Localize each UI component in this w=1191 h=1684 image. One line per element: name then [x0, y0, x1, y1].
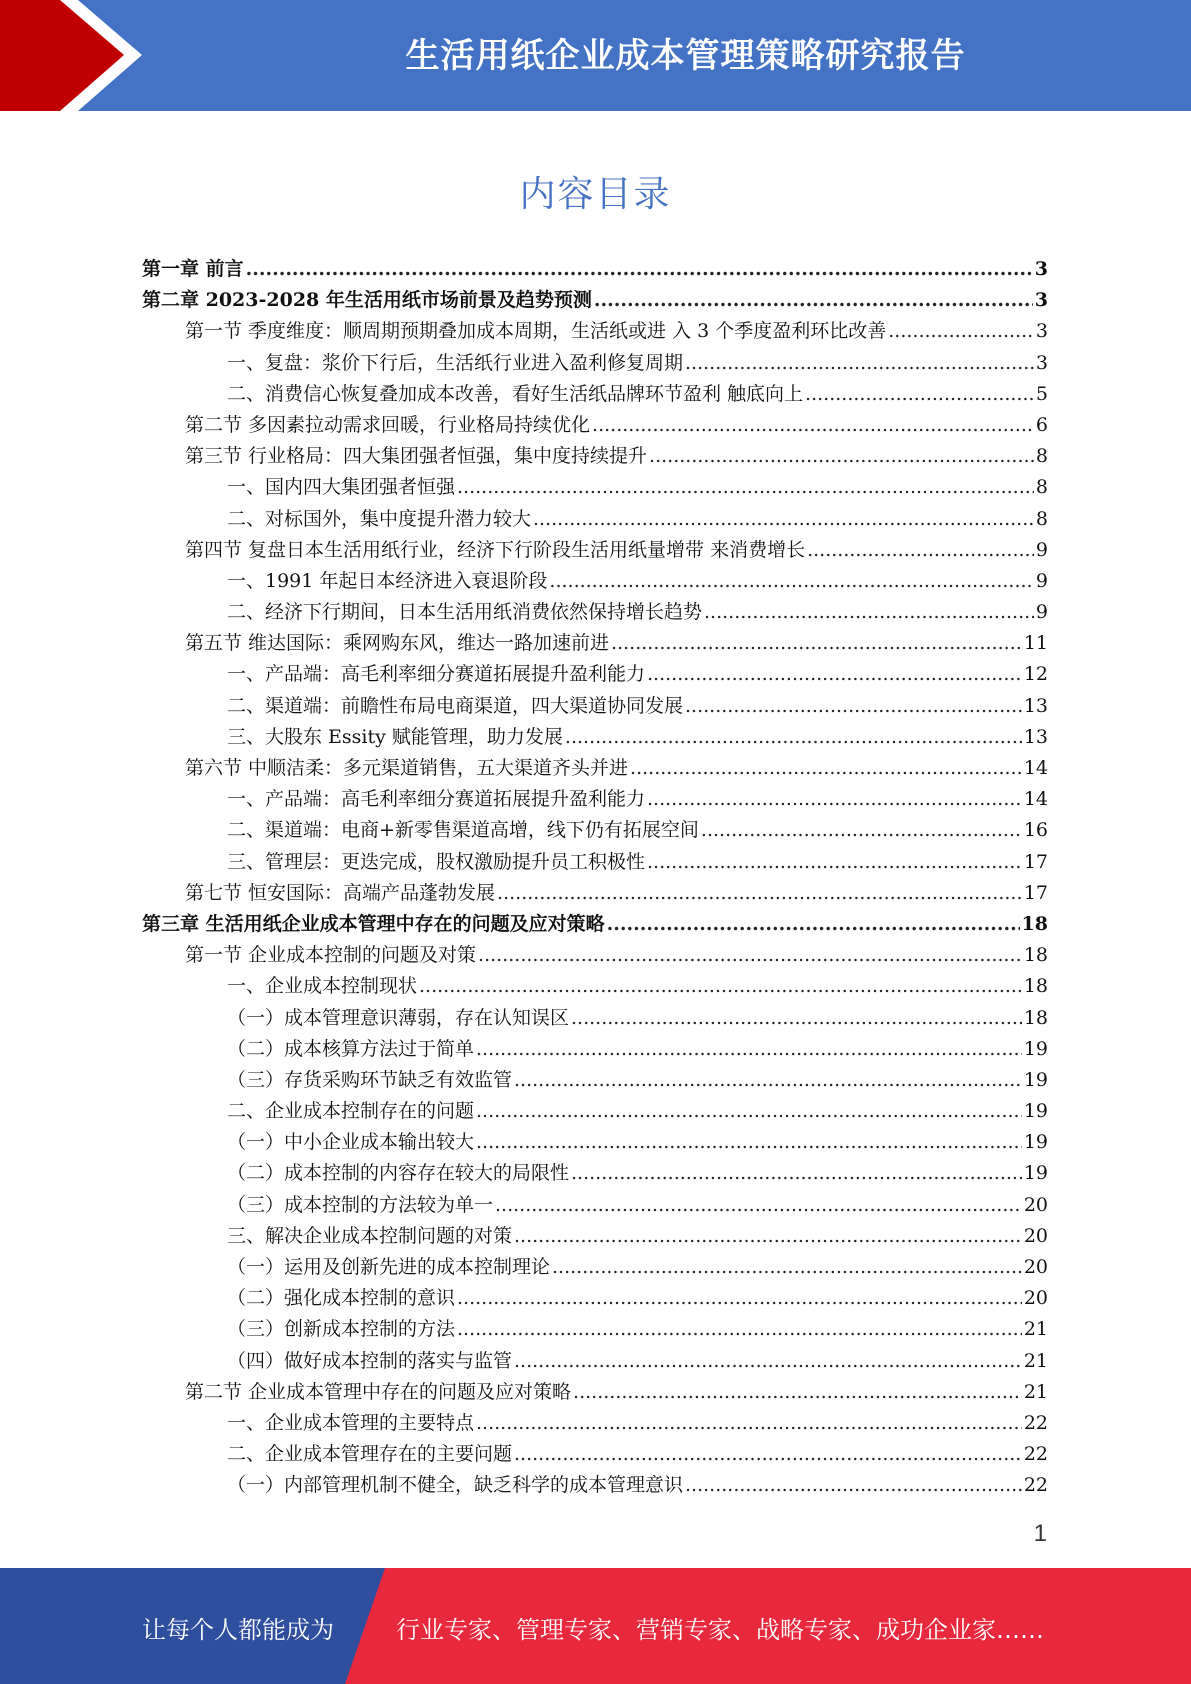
toc-dot-leader — [549, 566, 1034, 597]
toc-entry[interactable] — [142, 285, 1048, 316]
toc-entry[interactable] — [142, 691, 1048, 722]
toc-entry-title: 第一节 季度维度：顺周期预期叠加成本周期，生活纸或进 入 3 个季度盈利环比改善 — [185, 320, 887, 343]
toc-dot-leader — [514, 1221, 1022, 1252]
toc-entry-title: （一）中小企业成本输出较大 — [227, 1131, 475, 1154]
toc-entry[interactable] — [142, 597, 1048, 628]
toc-entry-title: （三）成本控制的方法较为单一 — [227, 1193, 494, 1216]
toc-dot-leader — [457, 472, 1034, 503]
toc-dot-leader — [571, 1003, 1022, 1034]
toc-dot-leader — [701, 815, 1022, 846]
toc-entry-title: 第二节 企业成本管理中存在的问题及应对策略 — [185, 1380, 572, 1403]
toc-entry-title: 二、企业成本控制存在的问题 — [227, 1100, 475, 1123]
toc-entry[interactable] — [142, 254, 1048, 285]
toc-dot-leader — [573, 1377, 1022, 1408]
toc-entry[interactable] — [142, 316, 1048, 347]
toc-entry-page: 17 — [1023, 881, 1048, 904]
toc-dot-leader — [685, 691, 1022, 722]
toc-entry-title: 一、国内四大集团强者恒强 — [227, 476, 456, 499]
toc-entry-title: 第二章 2023-2028 年生活用纸市场前景及趋势预测 — [142, 289, 592, 312]
toc-dot-leader — [246, 254, 1033, 285]
toc-entry[interactable] — [142, 1158, 1048, 1189]
toc-entry-page: 22 — [1023, 1443, 1048, 1466]
toc-entry[interactable] — [142, 784, 1048, 815]
toc-entry-title: 第二节 多因素拉动需求回暖，行业格局持续优化 — [185, 413, 591, 436]
toc-dot-leader — [457, 1283, 1022, 1314]
toc-dot-leader — [685, 1470, 1022, 1501]
toc-entry[interactable] — [142, 410, 1048, 441]
toc-entry-page: 8 — [1035, 445, 1048, 468]
toc-dot-leader — [476, 1096, 1022, 1127]
toc-entry[interactable] — [142, 971, 1048, 1002]
toc-entry[interactable] — [142, 566, 1048, 597]
toc-dot-leader — [552, 1252, 1022, 1283]
toc-entry[interactable] — [142, 878, 1048, 909]
toc-dot-leader — [514, 1439, 1022, 1470]
toc-entry-page: 18 — [1023, 1006, 1048, 1029]
toc-entry-page: 19 — [1023, 1162, 1048, 1185]
toc-entry[interactable] — [142, 1439, 1048, 1470]
toc-entry-page: 13 — [1023, 694, 1048, 717]
toc-dot-leader — [476, 1408, 1022, 1439]
toc-dot-leader — [565, 722, 1022, 753]
toc-entry-title: 二、对标国外，集中度提升潜力较大 — [227, 507, 532, 530]
toc-dot-leader — [514, 1065, 1022, 1096]
toc-entry-page: 19 — [1023, 1100, 1048, 1123]
toc-entry-title: 一、产品端：高毛利率细分赛道拓展提升盈利能力 — [227, 663, 646, 686]
toc-entry[interactable] — [142, 659, 1048, 690]
toc-entry-page: 13 — [1023, 725, 1048, 748]
toc-entry-title: 二、渠道端：前瞻性布局电商渠道，四大渠道协同发展 — [227, 694, 684, 717]
toc-entry-title: 第六节 中顺洁柔：多元渠道销售，五大渠道齐头并进 — [185, 757, 629, 779]
toc-entry-title: 三、解决企业成本控制问题的对策 — [227, 1224, 513, 1247]
toc-dot-leader — [495, 1190, 1022, 1221]
toc-entry-page: 16 — [1023, 819, 1048, 842]
toc-dot-leader — [805, 379, 1034, 410]
toc-entry-title: （二）成本核算方法过于简单 — [227, 1037, 475, 1060]
toc-entry-title: （三）创新成本控制的方法 — [227, 1318, 456, 1341]
toc-entry[interactable] — [142, 472, 1048, 503]
toc-entry[interactable] — [142, 722, 1048, 753]
toc-dot-leader — [888, 316, 1034, 347]
toc-entry[interactable] — [142, 815, 1048, 846]
toc-entry-page: 6 — [1035, 413, 1048, 436]
toc-entry-page: 3 — [1034, 258, 1048, 280]
toc-entry-page: 21 — [1023, 1349, 1048, 1372]
toc-entry[interactable] — [142, 1034, 1048, 1065]
toc-entry-page: 3 — [1035, 351, 1048, 374]
toc-entry-title: 一、企业成本管理的主要特点 — [227, 1411, 475, 1434]
toc-entry[interactable] — [142, 1408, 1048, 1439]
toc-dot-leader — [647, 847, 1022, 878]
toc-entry-page: 20 — [1023, 1256, 1048, 1278]
toc-dot-leader — [607, 909, 1020, 940]
toc-dot-leader — [476, 1127, 1022, 1158]
toc-dot-leader — [478, 940, 1022, 971]
toc-entry[interactable] — [142, 1252, 1048, 1283]
table-of-contents — [142, 254, 1048, 1502]
toc-entry-title: 一、产品端：高毛利率细分赛道拓展提升盈利能力 — [227, 788, 646, 811]
toc-entry[interactable] — [142, 753, 1048, 784]
toc-entry[interactable] — [142, 348, 1048, 379]
toc-entry-page: 9 — [1035, 601, 1048, 624]
toc-entry-title: （四）做好成本控制的落实与监管 — [227, 1349, 513, 1372]
toc-dot-leader — [685, 348, 1034, 379]
toc-entry-page: 9 — [1035, 538, 1048, 561]
toc-entry-title: （一）运用及创新先进的成本控制理论 — [227, 1256, 551, 1278]
page-footer — [0, 1568, 1191, 1684]
toc-entry-title: 二、企业成本管理存在的主要问题 — [227, 1443, 513, 1466]
toc-dot-leader — [807, 535, 1034, 566]
toc-entry-title: （一）成本管理意识薄弱，存在认知误区 — [227, 1006, 570, 1029]
footer-slogan-left: 让每个人都能成为 — [142, 1616, 334, 1644]
toc-entry-title: （二）强化成本控制的意识 — [227, 1287, 456, 1310]
toc-entry[interactable] — [142, 1314, 1048, 1345]
toc-entry[interactable] — [142, 441, 1048, 472]
toc-dot-leader — [649, 441, 1034, 472]
toc-entry-page: 21 — [1023, 1318, 1048, 1341]
toc-entry-title: 第三章 生活用纸企业成本管理中存在的问题及应对策略 — [142, 912, 605, 935]
toc-dot-leader — [647, 784, 1022, 815]
toc-dot-leader — [419, 971, 1022, 1002]
toc-entry-page: 19 — [1023, 1068, 1048, 1091]
toc-entry-title: 第三节 行业格局：四大集团强者恒强，集中度持续提升 — [185, 445, 648, 468]
toc-entry[interactable] — [142, 504, 1048, 535]
page-header — [0, 0, 1191, 111]
page-number: 1 — [1033, 1520, 1047, 1547]
toc-entry-title: 第五节 维达国际：乘网购东风，维达一路加速前进 — [185, 632, 610, 655]
toc-dot-leader — [592, 410, 1034, 441]
toc-entry-page: 5 — [1035, 382, 1048, 405]
toc-entry[interactable] — [142, 1065, 1048, 1096]
report-title: 生活用纸企业成本管理策略研究报告 — [405, 36, 966, 76]
toc-entry-page: 9 — [1035, 569, 1048, 592]
toc-entry-title: 第一节 企业成本控制的问题及对策 — [185, 944, 477, 967]
toc-entry-page: 3 — [1035, 320, 1048, 343]
toc-entry-title: 三、管理层：更迭完成，股权激励提升员工积极性 — [227, 850, 646, 873]
toc-dot-leader — [457, 1314, 1022, 1345]
toc-entry-title: 第七节 恒安国际：高端产品蓬勃发展 — [185, 881, 496, 904]
toc-entry-page: 19 — [1023, 1131, 1048, 1154]
toc-entry-title: （三）存货采购环节缺乏有效监管 — [227, 1068, 513, 1091]
toc-entry-page: 11 — [1023, 632, 1048, 655]
toc-entry[interactable] — [142, 1190, 1048, 1221]
toc-entry-title: 第一章 前言 — [142, 258, 244, 280]
toc-dot-leader — [514, 1346, 1022, 1377]
toc-entry-page: 8 — [1035, 507, 1048, 530]
toc-dot-leader — [497, 878, 1022, 909]
toc-entry-title: 三、大股东 Essity 赋能管理，助力发展 — [227, 725, 563, 748]
footer-slogan-right: 行业专家、管理专家、营销专家、战略专家、成功企业家…… — [396, 1616, 1044, 1644]
toc-entry-page: 3 — [1034, 289, 1048, 312]
toc-entry-page: 21 — [1023, 1380, 1048, 1403]
toc-entry-page: 18 — [1023, 944, 1048, 967]
toc-heading: 内容目录 — [519, 174, 672, 215]
toc-dot-leader — [647, 659, 1022, 690]
toc-entry[interactable] — [142, 628, 1048, 659]
toc-entry[interactable] — [142, 1221, 1048, 1252]
toc-entry[interactable] — [142, 1096, 1048, 1127]
toc-entry-page: 17 — [1023, 850, 1048, 873]
toc-entry-title: （一）内部管理机制不健全，缺乏科学的成本管理意识 — [227, 1474, 684, 1497]
toc-entry[interactable] — [142, 1003, 1048, 1034]
toc-dot-leader — [611, 628, 1022, 659]
toc-entry-title: 一、企业成本控制现状 — [227, 975, 418, 998]
toc-entry-title: 二、渠道端：电商+新零售渠道高增，线下仍有拓展空间 — [227, 819, 699, 842]
toc-entry-page: 22 — [1023, 1474, 1048, 1497]
toc-dot-leader — [476, 1034, 1022, 1065]
toc-entry-page: 14 — [1023, 788, 1048, 811]
toc-entry-title: 第四节 复盘日本生活用纸行业，经济下行阶段生活用纸量增带 来消费增长 — [185, 538, 806, 561]
toc-entry-page: 14 — [1023, 757, 1048, 779]
toc-entry-title: 二、经济下行期间，日本生活用纸消费依然保持增长趋势 — [227, 601, 703, 624]
toc-entry-title: 一、1991 年起日本经济进入衰退阶段 — [227, 569, 548, 592]
toc-entry-page: 18 — [1021, 912, 1048, 935]
toc-dot-leader — [630, 753, 1022, 784]
toc-dot-leader — [704, 597, 1034, 628]
toc-entry-title: 一、复盘：浆价下行后，生活纸行业进入盈利修复周期 — [227, 351, 684, 374]
toc-entry[interactable] — [142, 379, 1048, 410]
toc-entry[interactable] — [142, 1127, 1048, 1158]
toc-dot-leader — [571, 1158, 1022, 1189]
toc-dot-leader — [533, 504, 1034, 535]
toc-entry-title: 二、消费信心恢复叠加成本改善，看好生活纸品牌环节盈利 触底向上 — [227, 382, 804, 405]
toc-entry[interactable] — [142, 847, 1048, 878]
toc-entry[interactable] — [142, 1283, 1048, 1314]
toc-entry-page: 18 — [1023, 975, 1048, 998]
toc-entry[interactable] — [142, 1346, 1048, 1377]
toc-dot-leader — [594, 285, 1033, 316]
toc-entry-page: 8 — [1035, 476, 1048, 499]
toc-entry-page: 20 — [1023, 1193, 1048, 1216]
toc-entry-page: 20 — [1023, 1287, 1048, 1310]
toc-entry[interactable] — [142, 1377, 1048, 1408]
toc-entry-page: 20 — [1023, 1224, 1048, 1247]
toc-entry[interactable] — [142, 940, 1048, 971]
toc-entry[interactable] — [142, 535, 1048, 566]
toc-entry-page: 19 — [1023, 1037, 1048, 1060]
toc-entry[interactable] — [142, 909, 1048, 940]
toc-entry-page: 12 — [1023, 663, 1048, 686]
toc-entry[interactable] — [142, 1470, 1048, 1501]
toc-entry-title: （二）成本控制的内容存在较大的局限性 — [227, 1162, 570, 1185]
toc-entry-page: 22 — [1023, 1411, 1048, 1434]
